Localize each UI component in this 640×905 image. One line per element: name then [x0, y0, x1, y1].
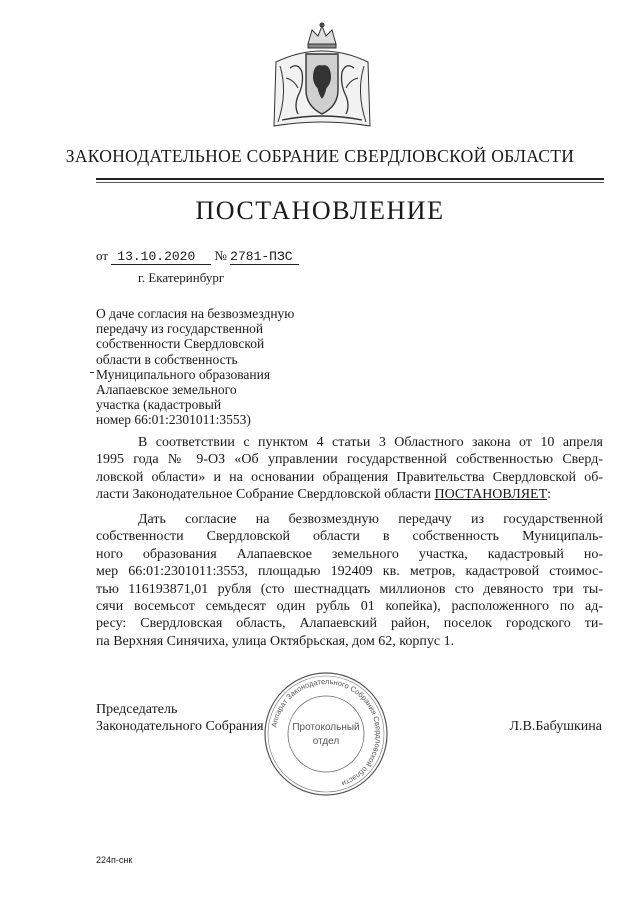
stamp-center-line2: отдел	[312, 736, 340, 747]
header-rule	[96, 178, 604, 180]
paragraph-line: 1995 года № 9-ОЗ «Об управлении государственной собственностью Сверд-	[96, 452, 603, 468]
subject-line: О даче согласия на безвозмездную	[96, 306, 295, 321]
stamp-ring-text: Аппарат Законодательного Собрания Свердловской области	[269, 676, 384, 789]
resolves-colon: :	[547, 487, 552, 503]
subject-line: передачу из государственной	[96, 321, 264, 337]
city: г. Екатеринбург	[138, 270, 225, 285]
signatory-title-line: Председатель	[96, 702, 178, 717]
margin-mark	[90, 372, 94, 373]
subject-line: области в собственность	[96, 351, 238, 367]
resolution-paragraph	[96, 511, 603, 650]
paragraph-line: мер 66:01:2301011:3553, площадью 192409 кв. метров, кадастровой стоимос-	[96, 564, 603, 580]
date-prefix: от	[96, 248, 109, 263]
paragraph-line: ловской области» и на основании обращения Правительства Свердловской об-	[96, 469, 603, 485]
signatory-title-line: Законодательного Собрания	[96, 719, 264, 735]
coat-of-arms-emblem	[268, 22, 376, 132]
paragraph-line: собственности Свердловской области в собственность Муниципаль-	[96, 529, 603, 545]
paragraph-line: ного образования Алапаевское земельного участка, кадастровый но-	[96, 546, 603, 562]
paragraph-line-final	[96, 486, 603, 503]
signatory-title	[96, 701, 264, 736]
paragraph-line: ласти Законодательное Собрание Свердловской области	[96, 487, 435, 503]
signatory-name: Л.В.Бабушкина	[509, 719, 602, 734]
resolves-word: ПОСТАНОВЛЯЕТ	[434, 487, 548, 503]
document-number: 2781-ПЗС	[230, 249, 298, 265]
paragraph-line: па Верхняя Синячиха, улица Октябрьская, дом 62, корпус 1.	[96, 633, 455, 649]
number-prefix: №	[214, 248, 227, 263]
stamp-center-line1: Протокольный	[292, 722, 360, 733]
subject-heading	[96, 306, 336, 428]
official-stamp	[262, 670, 390, 798]
subject-line: номер 66:01:2301011:3553)	[96, 412, 251, 428]
date-number-line	[96, 248, 299, 265]
preamble-paragraph	[96, 434, 603, 504]
subject-line: собственности Свердловской	[96, 336, 265, 352]
paragraph-line: сячи восемьсот семьдесят один рубль 01 копейка), расположенного по ад-	[96, 599, 603, 615]
header-rule-thin	[96, 182, 604, 183]
paragraph-line: тью 116193871,01 рубля (сто шестнадцать миллионов сто девяносто три ты-	[96, 581, 603, 597]
document-date: 13.10.2020	[111, 249, 211, 265]
subject-line: Алапаевское земельного	[96, 382, 237, 398]
document-title: ПОСТАНОВЛЕНИЕ	[195, 196, 445, 225]
paragraph-line: Дать согласие на безвозмездную передачу из государственной	[138, 512, 603, 527]
organization-name: ЗАКОНОДАТЕЛЬНОЕ СОБРАНИЕ СВЕРДЛОВСКОЙ ОБЛАСТИ	[65, 146, 575, 166]
paragraph-line: ресу: Свердловская область, Алапаевский район, поселок городского ти-	[96, 616, 603, 632]
subject-line: участка (кадастровый	[96, 397, 222, 413]
paragraph-line: В соответствии с пунктом 4 статьи 3 Областного закона от 10 апреля	[138, 435, 603, 450]
footer-code: 224п-снк	[96, 855, 133, 865]
subject-line: Муниципального образования	[96, 366, 271, 382]
